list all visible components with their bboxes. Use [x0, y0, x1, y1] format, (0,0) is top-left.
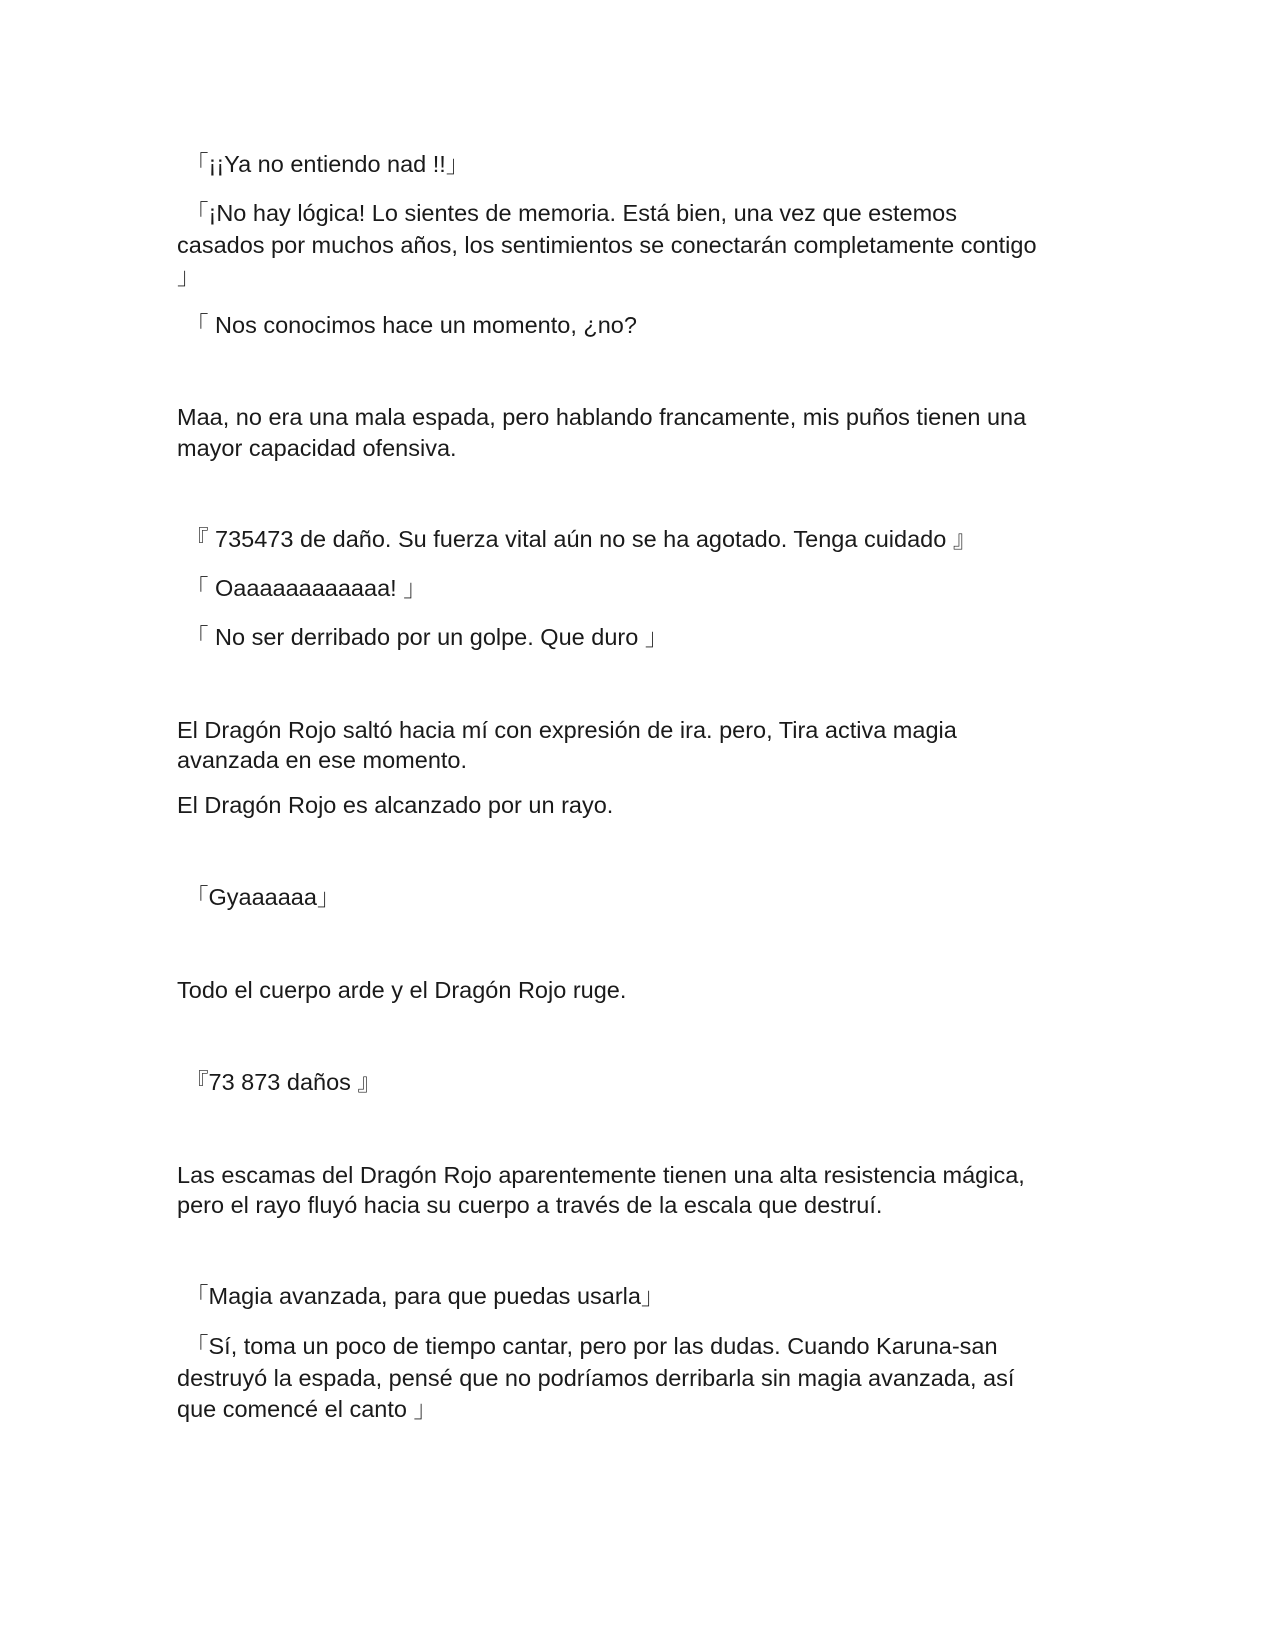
- dialogue-line: 「Gyaaaaaa」: [185, 884, 341, 910]
- system-message-line: 『73 873 daños 』: [185, 1069, 381, 1095]
- dialogue-line: casados por muchos años, los sentimientos se conectarán completamente contigo: [177, 232, 1037, 258]
- dialogue-line: 「 Oaaaaaaaaaaaa! 」: [185, 575, 427, 601]
- narration-line: pero el rayo fluyó hacia su cuerpo a través de la escala que destruí.: [177, 1192, 883, 1218]
- narration-line: avanzada en ese momento.: [177, 747, 468, 773]
- narration-line: mayor capacidad ofensiva.: [177, 435, 457, 461]
- dialogue-line: que comencé el canto 」: [177, 1396, 437, 1422]
- system-message-line: 『 735473 de daño. Su fuerza vital aún no se ha agotado. Tenga cuidado 』: [185, 526, 977, 552]
- narration-line: Maa, no era una mala espada, pero hablando francamente, mis puños tienen una: [177, 404, 1027, 430]
- dialogue-line: 「 Nos conocimos hace un momento, ¿no?: [185, 312, 637, 338]
- narration-line: Todo el cuerpo arde y el Dragón Rojo ruge.: [177, 977, 627, 1003]
- dialogue-line: 「 No ser derribado por un golpe. Que duro 」: [185, 624, 669, 650]
- dialogue-line: 「Magia avanzada, para que puedas usarla」: [185, 1283, 665, 1309]
- dialogue-line: 」: [177, 263, 201, 289]
- dialogue-line: 「¡¡Ya no entiendo nad !!」: [185, 151, 470, 177]
- narration-line: El Dragón Rojo saltó hacia mí con expresión de ira. pero, Tira activa magia: [177, 717, 957, 743]
- narration-line: Las escamas del Dragón Rojo aparentemente tienen una alta resistencia mágica,: [177, 1162, 1025, 1188]
- dialogue-line: destruyó la espada, pensé que no podríamos derribarla sin magia avanzada, así: [177, 1365, 1015, 1391]
- dialogue-line: 「¡No hay lógica! Lo sientes de memoria. Está bien, una vez que estemos: [185, 200, 957, 226]
- narration-line: El Dragón Rojo es alcanzado por un rayo.: [177, 792, 614, 818]
- dialogue-line: 「Sí, toma un poco de tiempo cantar, pero por las dudas. Cuando Karuna-san: [185, 1333, 998, 1359]
